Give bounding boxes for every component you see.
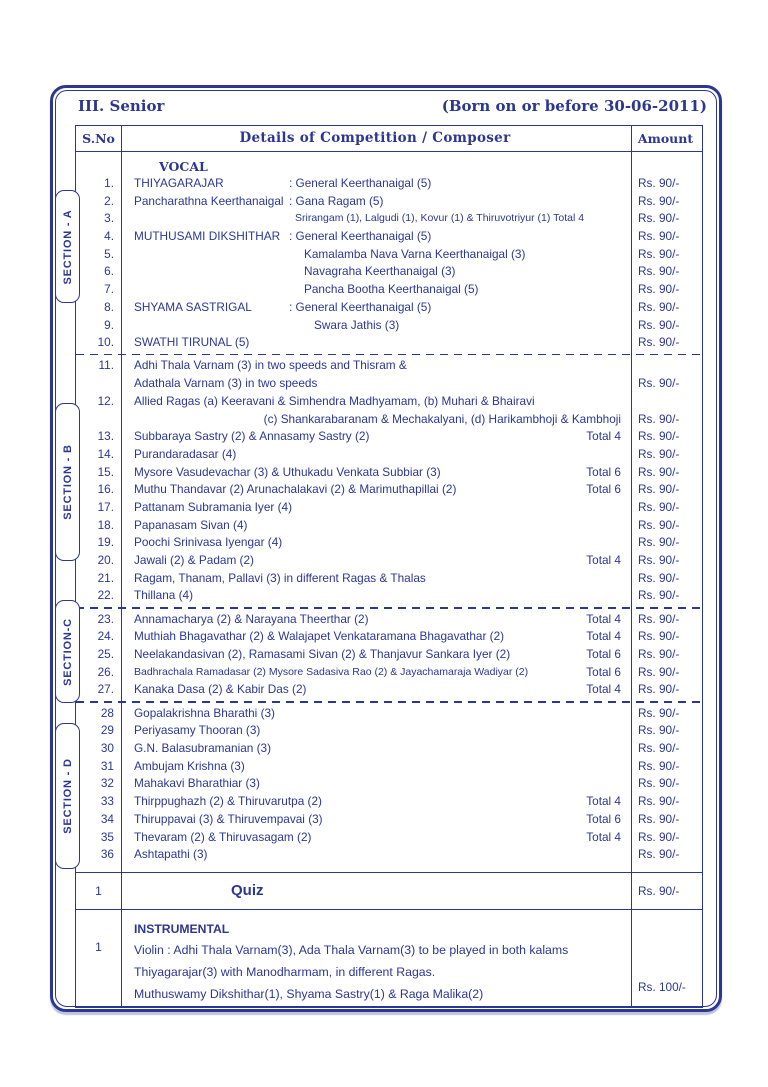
- row-number: 4.: [104, 229, 114, 244]
- composer-name: MUTHUSAMI DIKSHITHAR: [134, 229, 281, 244]
- composer-name: SHYAMA SASTRIGAL: [134, 299, 252, 314]
- amount-value: [629, 393, 702, 411]
- dashed-separator: [76, 701, 702, 703]
- table-row: [76, 705, 702, 723]
- amount-value: Rs. 90/-: [638, 429, 680, 444]
- total-count: Total 6: [586, 464, 621, 479]
- quiz-row: [76, 873, 702, 910]
- table-row: [76, 428, 702, 446]
- table-row: [76, 246, 702, 264]
- total-count: Total 4: [586, 682, 621, 697]
- amount-value: Rs. 90/-: [638, 376, 680, 391]
- row-description: Thillana (4): [134, 588, 194, 603]
- page-subtitle: (Born on or before 30-06-2011): [441, 97, 707, 115]
- table-row: [76, 175, 702, 193]
- table-row: [76, 481, 702, 499]
- table-row: [76, 775, 702, 793]
- table-row: [76, 829, 702, 847]
- total-count: Total 6: [586, 811, 621, 826]
- row-number: 23.: [97, 611, 114, 626]
- row-description: Kanaka Dasa (2) & Kabir Das (2): [134, 682, 307, 697]
- total-count: Total 6: [586, 482, 621, 497]
- table-row: [76, 375, 702, 393]
- header-sno: S.No: [82, 131, 115, 146]
- composer-name: Pancharathna Keerthanaigal: [134, 193, 284, 208]
- row-number: 17.: [97, 499, 114, 514]
- row-description: G.N. Balasubramanian (3): [134, 741, 272, 756]
- row-description: : General Keerthanaigal (5): [289, 229, 432, 244]
- competition-table: [75, 125, 703, 1008]
- column-divider-sno: [121, 126, 122, 1007]
- section-d-pill: [55, 723, 80, 869]
- row-details: [121, 811, 629, 829]
- table-row: [76, 587, 702, 605]
- section-b-pill: [55, 403, 80, 561]
- row-number: 9.: [104, 317, 114, 332]
- row-number: 29: [100, 723, 114, 738]
- row-details: [121, 334, 629, 352]
- table-row: [76, 334, 702, 352]
- row-details: [121, 375, 629, 393]
- composer-name: [134, 281, 289, 299]
- row-number: 36: [100, 847, 114, 862]
- row-number: 20.: [97, 553, 114, 568]
- table-row: [76, 628, 702, 646]
- row-description: Ambujam Krishna (3): [134, 758, 245, 773]
- row-description: Thevaram (2) & Thiruvasagam (2): [134, 829, 312, 844]
- amount-value: Rs. 90/-: [638, 682, 680, 697]
- amount-value: Rs. 90/-: [638, 229, 680, 244]
- amount-value: Rs. 90/-: [638, 705, 680, 720]
- row-details: [121, 705, 629, 723]
- amount-value: Rs. 90/-: [638, 741, 680, 756]
- amount-value: Rs. 90/-: [638, 335, 680, 350]
- row-details: [121, 193, 629, 211]
- quiz-body: [121, 873, 629, 909]
- row-description: Adathala Varnam (3) in two speeds: [134, 376, 318, 391]
- row-description: Pattanam Subramania Iyer (4): [134, 499, 293, 514]
- table-row: [76, 552, 702, 570]
- composer-name: THIYAGARAJAR: [134, 176, 224, 190]
- row-details: [121, 793, 629, 811]
- amount-value: Rs. 90/-: [638, 499, 680, 514]
- row-details: [121, 664, 629, 682]
- section-c-rows: [76, 611, 702, 699]
- row-description: Poochi Srinivasa Iyengar (4): [134, 535, 283, 550]
- row-description: Swara Jathis (3): [314, 317, 400, 332]
- row-number: 1: [95, 939, 102, 954]
- amount-value: Rs. 90/-: [638, 611, 680, 626]
- amount-value: Rs. 90/-: [638, 647, 680, 662]
- document-frame: [50, 85, 722, 1012]
- row-number: [76, 411, 121, 429]
- row-details: [121, 829, 629, 847]
- row-number: 25.: [97, 647, 114, 662]
- row-description: (c) Shankarabaranam & Mechakalyani, (d) Harikambhoji & Kambhoji: [263, 411, 621, 426]
- total-count: Total 4: [586, 629, 621, 644]
- row-description: : Gana Ragam (5): [289, 193, 384, 208]
- row-number: 10.: [97, 335, 114, 350]
- row-number: 6.: [104, 264, 114, 279]
- amount-value: Rs. 90/-: [638, 211, 680, 226]
- amount-value: Rs. 90/-: [638, 776, 680, 791]
- row-number: 1.: [104, 176, 114, 190]
- row-description: Subbaraya Sastry (2) & Annasamy Sastry (2): [134, 429, 370, 444]
- table-row: [76, 411, 702, 429]
- section-b-label: SECTION - B: [61, 444, 74, 520]
- row-description: Badhrachala Ramadasar (2) Mysore Sadasiva Rao (2) & Jayachamaraja Wadiyar (2): [134, 665, 529, 678]
- composer-name: [134, 263, 289, 281]
- amount-value: Rs. 90/-: [638, 193, 680, 208]
- row-number: 32: [100, 776, 114, 791]
- table-row: [76, 299, 702, 317]
- row-number: 24.: [97, 629, 114, 644]
- row-description: Navagraha Keerthanaigal (3): [304, 264, 456, 279]
- amount-value: Rs. 90/-: [638, 517, 680, 532]
- row-number: 22.: [97, 588, 114, 603]
- total-count: Total 6: [586, 647, 621, 662]
- section-c-label: SECTION-C: [61, 617, 74, 686]
- dashed-separator: [76, 607, 702, 609]
- row-number: 34: [100, 811, 114, 826]
- table-row: [76, 317, 702, 335]
- total-count: Total 6: [586, 664, 621, 679]
- row-number: 7.: [104, 282, 114, 297]
- row-details: [121, 740, 629, 758]
- instrumental-body: [121, 910, 629, 1007]
- row-description: Muthiah Bhagavathar (2) & Walajapet Venkataramana Bhagavathar (2): [134, 629, 505, 644]
- table-row: [76, 758, 702, 776]
- table-row: [76, 210, 702, 228]
- row-number: 21.: [97, 570, 114, 585]
- amount-value: Rs. 90/-: [638, 570, 680, 585]
- row-details: [121, 464, 629, 482]
- row-description: Srirangam (1), Lalgudi (1), Kovur (1) & Thiruvotriyur (1) Total 4: [295, 212, 585, 225]
- table-row: [76, 393, 702, 411]
- row-number: 16.: [97, 482, 114, 497]
- row-description: Periyasamy Thooran (3): [134, 723, 261, 738]
- row-description: Mysore Vasudevachar (3) & Uthukadu Venkata Subbiar (3): [134, 464, 441, 479]
- section-d-rows: [76, 705, 702, 864]
- row-number: 18.: [97, 517, 114, 532]
- amount-value: Rs. 90/-: [638, 553, 680, 568]
- row-description: Adhi Thala Varnam (3) in two speeds and Thisram &: [134, 358, 407, 373]
- amount-value: Rs. 90/-: [638, 317, 680, 332]
- amount-value: Rs. 90/-: [638, 299, 680, 314]
- table-row: [76, 570, 702, 588]
- instrumental-block: [76, 910, 702, 1007]
- amount-value: Rs. 90/-: [638, 829, 680, 844]
- row-details: [121, 758, 629, 776]
- row-number: 1: [95, 883, 102, 898]
- row-details: [121, 263, 629, 281]
- row-details: [121, 628, 629, 646]
- total-count: Total 4: [586, 794, 621, 809]
- document-header: [78, 97, 707, 115]
- section-a-pill: [55, 190, 80, 303]
- dashed-separator: [76, 354, 702, 356]
- section-a-rows: [76, 175, 702, 352]
- amount-value: Rs. 90/-: [638, 723, 680, 738]
- table-row: [76, 464, 702, 482]
- row-description: : General Keerthanaigal (5): [289, 176, 432, 190]
- section-c-pill: [55, 600, 80, 703]
- row-details: [121, 428, 629, 446]
- total-count: Total 4: [586, 429, 621, 444]
- row-description: : General Keerthanaigal (5): [289, 299, 432, 314]
- row-number: 31: [100, 758, 114, 773]
- table-row: [76, 228, 702, 246]
- row-number: 27.: [97, 682, 114, 697]
- row-description: Gopalakrishna Bharathi (3): [134, 705, 275, 720]
- row-description: Ragam, Thanam, Pallavi (3) in different Ragas & Thalas: [134, 570, 426, 585]
- table-row: [76, 846, 702, 864]
- amount-value: Rs. 90/-: [638, 664, 680, 679]
- amount-value: Rs. 90/-: [638, 411, 680, 426]
- row-description: Annamacharya (2) & Narayana Theerthar (2): [134, 611, 369, 626]
- amount-value: Rs. 90/-: [638, 847, 680, 862]
- row-description: Allied Ragas (a) Keeravani & Simhendra Madhyamam, (b) Muhari & Bhairavi: [134, 393, 535, 408]
- amount-value: Rs. 90/-: [638, 464, 680, 479]
- table-row: [76, 263, 702, 281]
- amount-value: [629, 357, 702, 375]
- amount-value: Rs. 90/-: [638, 883, 680, 898]
- total-count: Total 4: [586, 611, 621, 626]
- row-details: [121, 570, 629, 588]
- amount-value: Rs. 100/-: [638, 980, 686, 994]
- page-title: III. Senior: [78, 97, 165, 115]
- row-number: 14.: [97, 446, 114, 461]
- amount-value: Rs. 90/-: [638, 264, 680, 279]
- table-row: [76, 357, 702, 375]
- header-details: Details of Competition / Composer: [239, 130, 511, 146]
- section-d-label: SECTION - D: [61, 758, 74, 834]
- row-details: [121, 175, 629, 193]
- row-details: [121, 393, 629, 411]
- row-details: [121, 611, 629, 629]
- row-details: [121, 281, 629, 299]
- table-header-row: [76, 126, 702, 152]
- row-details: [121, 534, 629, 552]
- row-number: 8.: [104, 299, 114, 314]
- amount-value: Rs. 90/-: [638, 446, 680, 461]
- row-number: [76, 375, 121, 393]
- composer-name: [134, 246, 289, 264]
- table-row: [76, 446, 702, 464]
- table-row: [76, 646, 702, 664]
- table-row: [76, 811, 702, 829]
- row-details: [121, 357, 629, 375]
- amount-value: Rs. 90/-: [638, 629, 680, 644]
- header-amount: Amount: [637, 131, 694, 146]
- row-details: [121, 775, 629, 793]
- instrumental-line: Thiyagarajar(3) with Manodharmam, in different Ragas.: [134, 964, 436, 979]
- composer-name: [134, 210, 289, 228]
- row-details: [121, 517, 629, 535]
- table-row: [76, 499, 702, 517]
- section-a-label: SECTION - A: [61, 208, 74, 285]
- total-count: Total 4: [586, 553, 621, 568]
- row-details: [121, 552, 629, 570]
- row-number: 19.: [97, 535, 114, 550]
- amount-value: Rs. 90/-: [638, 482, 680, 497]
- row-description: Jawali (2) & Padam (2): [134, 553, 254, 568]
- instrumental-line: Muthuswamy Dikshithar(1), Shyama Sastry(1) & Raga Malika(2): [134, 986, 484, 1001]
- row-number: 2.: [104, 193, 114, 208]
- row-number: 15.: [97, 464, 114, 479]
- row-details: [121, 210, 629, 228]
- table-row: [76, 517, 702, 535]
- row-details: [121, 499, 629, 517]
- row-description: Kamalamba Nava Varna Keerthanaigal (3): [304, 246, 526, 261]
- row-description: Ashtapathi (3): [134, 847, 208, 862]
- row-number: 33: [100, 794, 114, 809]
- row-number: 28: [100, 705, 114, 720]
- table-row: [76, 534, 702, 552]
- amount-value: Rs. 90/-: [638, 246, 680, 261]
- table-row: [76, 664, 702, 682]
- quiz-label: Quiz: [231, 881, 264, 899]
- row-description: Muthu Thandavar (2) Arunachalakavi (2) & Marimuthapillai (2): [134, 482, 457, 497]
- row-details: [121, 646, 629, 664]
- row-number: 13.: [97, 429, 114, 444]
- amount-value: Rs. 90/-: [638, 535, 680, 550]
- row-details: [121, 846, 629, 864]
- table-row: [76, 722, 702, 740]
- row-number: 5.: [104, 246, 114, 261]
- row-details: [121, 299, 629, 317]
- row-number: 12.: [97, 393, 114, 408]
- row-description: Thiruppavai (3) & Thiruvempavai (3): [134, 811, 323, 826]
- row-number: 3.: [104, 211, 114, 226]
- row-description: Mahakavi Bharathiar (3): [134, 776, 260, 791]
- row-number: 30: [100, 741, 114, 756]
- row-details: [121, 411, 629, 429]
- amount-value: Rs. 90/-: [638, 176, 680, 190]
- row-details: [121, 246, 629, 264]
- row-details: [121, 722, 629, 740]
- instrumental-heading: INSTRUMENTAL: [134, 921, 230, 936]
- column-divider-amount: [631, 126, 632, 1007]
- vocal-heading: VOCAL: [159, 159, 208, 174]
- row-details: [121, 228, 629, 246]
- table-row: [76, 611, 702, 629]
- composer-name: [134, 317, 289, 335]
- total-count: Total 4: [586, 829, 621, 844]
- row-description: Neelakandasivan (2), Ramasami Sivan (2) & Thanjavur Sankara Iyer (2): [134, 647, 511, 662]
- table-row: [76, 193, 702, 211]
- amount-value: Rs. 90/-: [638, 282, 680, 297]
- row-details: [121, 317, 629, 335]
- row-details: [121, 481, 629, 499]
- row-description: Pancha Bootha Keerthanaigal (5): [304, 282, 479, 297]
- table-row: [76, 281, 702, 299]
- table-row: [76, 681, 702, 699]
- amount-value: Rs. 90/-: [638, 758, 680, 773]
- amount-value: Rs. 90/-: [638, 811, 680, 826]
- row-number: 35: [100, 829, 114, 844]
- composer-name: SWATHI TIRUNAL (5): [134, 335, 250, 350]
- row-description: Papanasam Sivan (4): [134, 517, 248, 532]
- table-row: [76, 793, 702, 811]
- row-details: [121, 446, 629, 464]
- row-number: 11.: [98, 358, 114, 373]
- row-description: Purandaradasar (4): [134, 446, 237, 461]
- amount-value: Rs. 90/-: [638, 588, 680, 603]
- instrumental-line: Violin : Adhi Thala Varnam(3), Ada Thala Varnam(3) to be played in both kalams: [134, 942, 569, 957]
- row-details: [121, 587, 629, 605]
- table-row: [76, 740, 702, 758]
- row-number: 26.: [97, 664, 114, 679]
- row-details: [121, 681, 629, 699]
- amount-value: Rs. 90/-: [638, 794, 680, 809]
- row-description: Thirppughazh (2) & Thiruvarutpa (2): [134, 794, 322, 809]
- section-b-rows: [76, 357, 702, 605]
